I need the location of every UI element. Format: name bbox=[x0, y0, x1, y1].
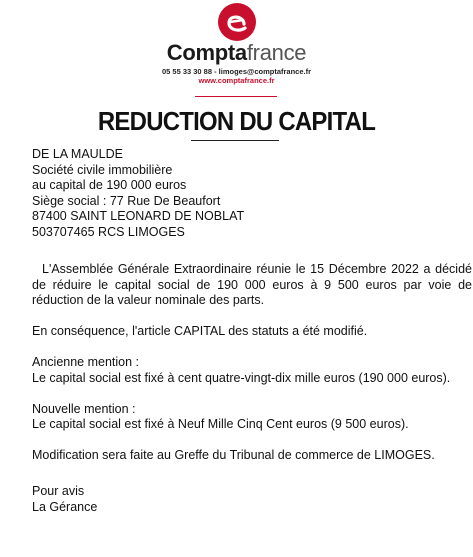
decision-paragraph: L'Assemblée Générale Extraordinaire réunie le 15 Décembre 2022 a décidé de réduire le capital social de 190 000 euros à 9 500 euros par voie de réduction de la valeur nominale des parts. bbox=[32, 262, 472, 307]
signature-block bbox=[32, 484, 97, 515]
company-rcs: 503707465 RCS LIMOGES bbox=[32, 224, 185, 239]
company-capital: au capital de 190 000 euros bbox=[32, 178, 187, 192]
logo-e-icon bbox=[217, 2, 257, 42]
comptafrance-logo bbox=[0, 2, 473, 85]
title-underline bbox=[191, 140, 279, 141]
company-city: 87400 SAINT LEONARD DE NOBLAT bbox=[32, 209, 245, 223]
company-name: DE LA MAULDE bbox=[32, 147, 124, 161]
final-paragraph: Modification sera faite au Greffe du Tribunal de commerce de LIMOGES. bbox=[32, 448, 435, 462]
signature-pour-avis: Pour avis bbox=[32, 484, 85, 498]
notice-body bbox=[32, 262, 472, 464]
company-type: Société civile immobilière bbox=[32, 162, 173, 177]
brand-name bbox=[0, 41, 473, 65]
new-mention-text: Le capital social est fixé à Neuf Mille Cinq Cent euros (9 500 euros). bbox=[32, 417, 409, 431]
company-address-block bbox=[32, 147, 244, 240]
brand-name-part2: france bbox=[246, 40, 307, 65]
company-headquarters: Siège social : 77 Rue De Beaufort bbox=[32, 193, 221, 208]
consequence-paragraph: En conséquence, l'article CAPITAL des statuts a été modifié. bbox=[32, 324, 368, 338]
website-link[interactable]: www.comptafrance.fr bbox=[198, 76, 275, 85]
notice-title: REDUCTION DU CAPITAL bbox=[97, 106, 376, 136]
logo-divider bbox=[195, 96, 277, 97]
new-mention-label: Nouvelle mention : bbox=[32, 401, 136, 416]
contact-line: 05 55 33 30 88 - limoges@comptafrance.fr bbox=[161, 67, 312, 76]
old-mention-label: Ancienne mention : bbox=[32, 355, 140, 369]
brand-name-part1: Compta bbox=[166, 40, 247, 65]
old-mention-text: Le capital social est fixé à cent quatre-vingt-dix mille euros (190 000 euros). bbox=[32, 370, 451, 385]
signature-gerance: La Gérance bbox=[32, 499, 98, 514]
